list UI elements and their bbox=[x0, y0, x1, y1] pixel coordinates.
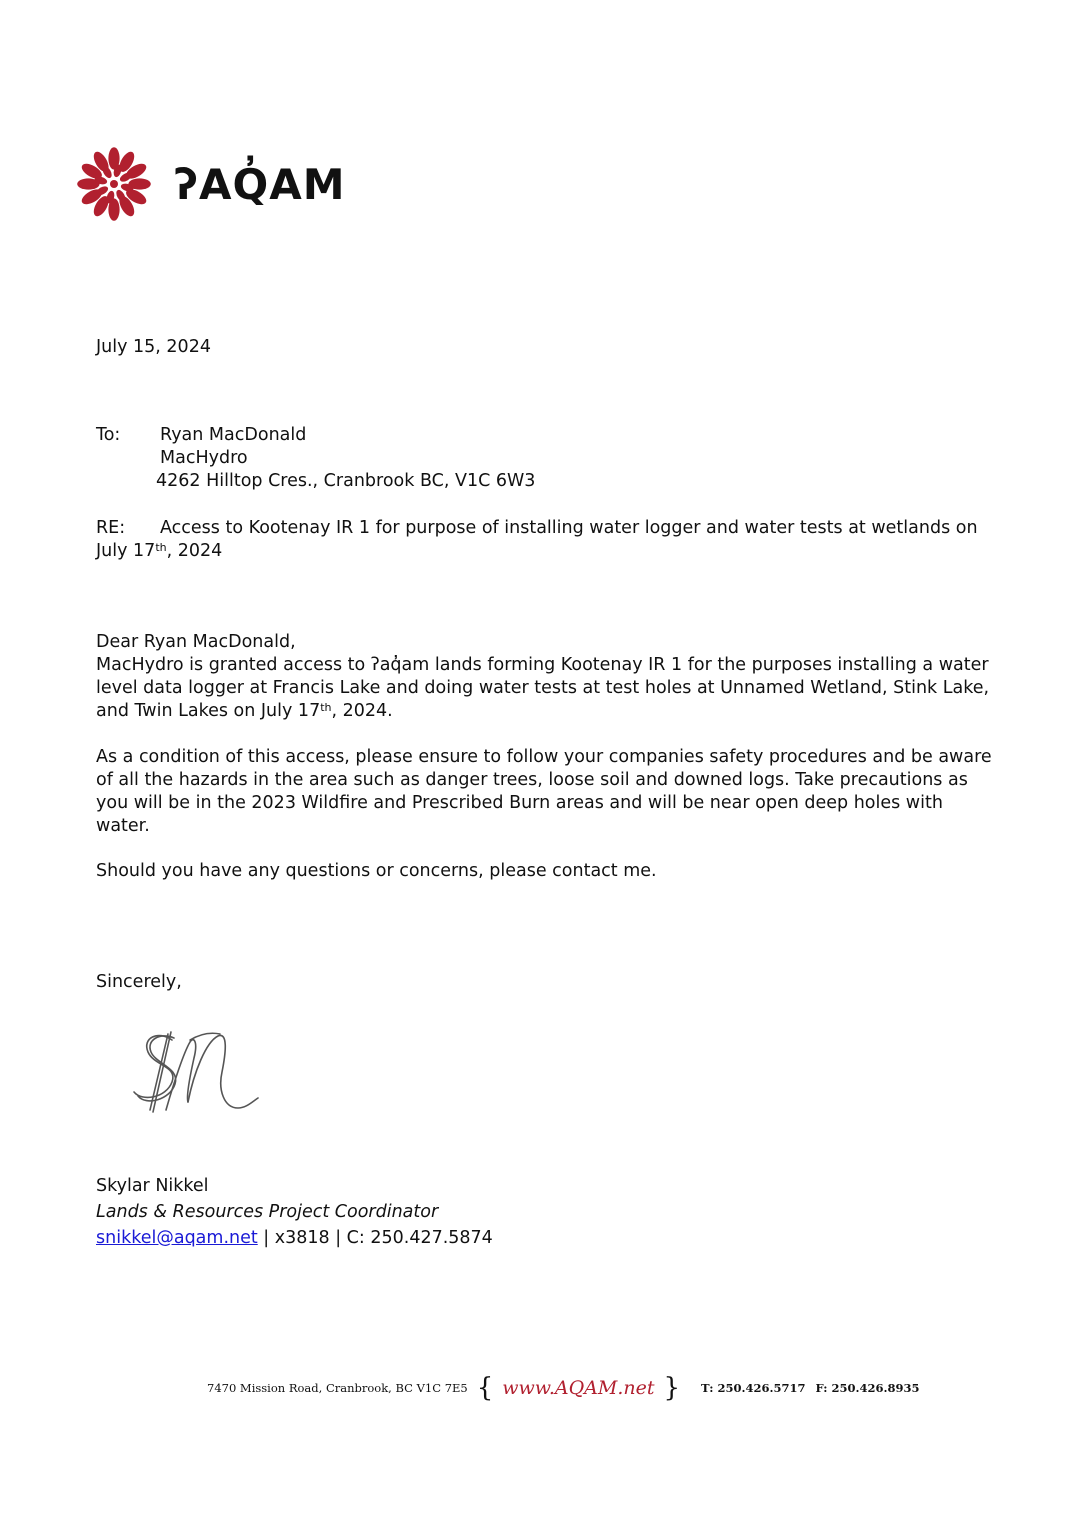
recipient-address: 4262 Hilltop Cres., Cranbrook BC, V1C 6W3 bbox=[156, 471, 536, 491]
footer bbox=[207, 1370, 920, 1406]
flower-logo-icon bbox=[74, 144, 154, 224]
signer-contact bbox=[96, 1227, 996, 1250]
footer-address: 7470 Mission Road, Cranbrook, BC V1C 7E5 bbox=[207, 1381, 468, 1395]
footer-website: www.AQAM.net bbox=[502, 1377, 655, 1399]
to-label: To: bbox=[96, 425, 121, 445]
subject-ordinal: th bbox=[155, 541, 167, 554]
paragraph-conditions: As a condition of this access, please ensure to follow your companies safety procedures and be aware of all the hazards in the area such as danger trees, loose soil and downed logs. Take precautions as you will be in the 2023 Wildfire and Prescribed Burn areas and will be near open deep holes with water. bbox=[96, 747, 992, 836]
letterhead bbox=[74, 142, 346, 226]
subject-line bbox=[96, 517, 996, 563]
signer-phone-details: | x3818 | C: 250.427.5874 bbox=[257, 1228, 493, 1248]
subject-text: Access to Kootenay IR 1 for purpose of installing water logger and water tests at wetlands on July 17 bbox=[96, 518, 978, 561]
signer-email-link[interactable]: snikkel@aqam.net bbox=[96, 1228, 258, 1248]
footer-brace-open: { bbox=[476, 1373, 494, 1403]
footer-fax: F: 250.426.8935 bbox=[815, 1381, 920, 1395]
paragraph-access-text: MacHydro is granted access to ʔaq̓am lands forming Kootenay IR 1 for the purposes installing a water level data logger at Francis Lake and doing water tests at test holes at Unnamed Wetland, Stink Lake, and Twin Lakes on July 17 bbox=[96, 655, 990, 721]
paragraph-access-ordinal: th bbox=[320, 701, 332, 714]
footer-phone: T: 250.426.5717 bbox=[701, 1381, 806, 1395]
paragraph-contact: Should you have any questions or concerns, please contact me. bbox=[96, 861, 657, 881]
recipient-company: MacHydro bbox=[160, 448, 248, 468]
salutation: Dear Ryan MacDonald, bbox=[96, 632, 296, 652]
footer-brace-close: } bbox=[663, 1373, 681, 1403]
signer-name: Skylar Nikkel bbox=[96, 1176, 209, 1196]
org-name: ʔAQ̓AM bbox=[174, 159, 346, 209]
re-label: RE: bbox=[96, 518, 126, 538]
paragraph-access-year: , 2024. bbox=[331, 701, 393, 721]
recipient-name: Ryan MacDonald bbox=[160, 425, 307, 445]
paragraph-access bbox=[96, 654, 996, 723]
closing: Sincerely, bbox=[96, 972, 182, 992]
recipient-block bbox=[96, 424, 996, 493]
handwritten-signature bbox=[128, 1022, 268, 1122]
letter-date: July 15, 2024 bbox=[96, 337, 211, 357]
signer-title: Lands & Resources Project Coordinator bbox=[96, 1202, 439, 1222]
subject-year: , 2024 bbox=[166, 541, 223, 561]
